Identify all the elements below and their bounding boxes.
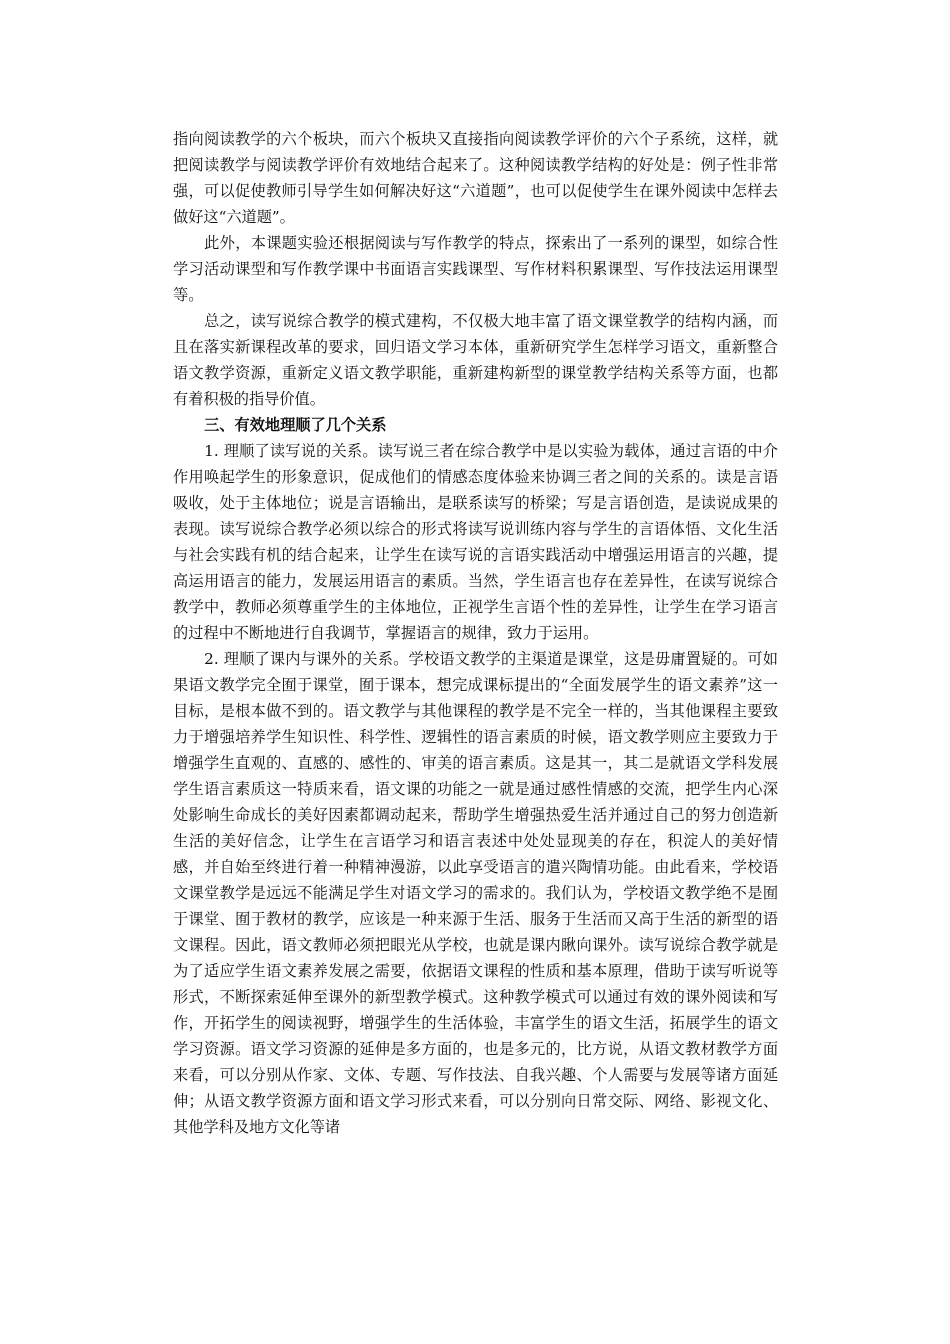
document-page (173, 126, 778, 1140)
paragraph-point-2: 2. 理顺了课内与课外的关系。学校语文教学的主渠道是课堂，这是毋庸置疑的。可如果语文教学完全囿于课堂，囿于课本，想完成课标提出的“全面发展学生的语文素养”这一目标，是根本做不到的。语文教学与其他课程的教学是不完全一样的，当其他课程主要致力于增强培养学生知识性、科学性、逻辑性的语言素质的时候，语文教学则应主要致力于增强学生直观的、直感的、感性的、审美的语言素质。这是其一，其二是就语文学科发展学生语言素质这一特质来看，语文课的功能之一就是通过感性情感的交流，把学生内心深处影响生命成长的美好因素都调动起来，帮助学生增强热爱生活并通过自己的努力创造新生活的美好信念，让学生在言语学习和语言表述中处处显现美的存在，积淀人的美好情感，并自始至终进行着一种精神漫游，以此享受语言的遣兴陶情功能。由此看来，学校语文课堂教学是远远不能满足学生对语文学习的需求的。我们认为，学校语文教学绝不是囿于课堂、囿于教材的教学，应该是一种来源于生活、服务于生活而又高于生活的新型的语文课程。因此，语文教师必须把眼光从学校，也就是课内瞅向课外。读写说综合教学就是为了适应学生语文素养发展之需要，依据语文课程的性质和基本原理，借助于读写听说等形式，不断探索延伸至课外的新型教学模式。这种教学模式可以通过有效的课外阅读和写作，开拓学生的阅读视野，增强学生的生活体验，丰富学生的语文生活，拓展学生的语文学习资源。语文学习资源的延伸是多方面的，也是多元的，比方说，从语文教材教学方面来看，可以分别从作家、文体、专题、写作技法、自我兴趣、个人需要与发展等诸方面延伸；从语文教学资源方面和语文学习形式来看，可以分别向日常交际、网络、影视文化、其他学科及地方文化等诸 (173, 650, 778, 1136)
section-heading: 三、有效地理顺了几个关系 (204, 416, 387, 434)
paragraph-summary: 总之，读写说综合教学的模式建构，不仅极大地丰富了语文课堂教学的结构内涵，而且在落实新课程改革的要求，回归语文学习本体，重新研究学生怎样学习语文，重新整合语文教学资源，重新定义语文教学职能，重新建构新型的课堂教学结构关系等方面，也都有着积极的指导价值。 (173, 312, 778, 408)
paragraph-continuation: 指向阅读教学的六个板块，而六个板块又直接指向阅读教学评价的六个子系统，这样，就把阅读教学与阅读教学评价有效地结合起来了。这种阅读教学结构的好处是：例子性非常强，可以促使教师引导学生如何解决好这“六道题”，也可以促使学生在课外阅读中怎样去做好这“六道题”。 (173, 130, 778, 226)
paragraph-point-1: 1. 理顺了读写说的关系。读写说三者在综合教学中是以实验为载体，通过言语的中介作用唤起学生的形象意识，促成他们的情感态度体验来协调三者之间的关系的。读是言语吸收，处于主体地位；说是言语输出，是联系读写的桥梁；写是言语创造，是读说成果的表现。读写说综合教学必须以综合的形式将读写说训练内容与学生的言语体悟、文化生活与社会实践有机的结合起来，让学生在读写说的言语实践活动中增强运用语言的兴趣，提高运用语言的能力，发展运用语言的素质。当然，学生语言也存在差异性，在读写说综合教学中，教师必须尊重学生的主体地位，正视学生言语个性的差异性，让学生在学习语言的过程中不断地进行自我调节，掌握语言的规律，致力于运用。 (173, 442, 778, 642)
paragraph-course-types: 此外，本课题实验还根据阅读与写作教学的特点，探索出了一系列的课型，如综合性学习活动课型和写作教学课中书面语言实践课型、写作材料积累课型、写作技法运用课型等。 (173, 234, 778, 304)
